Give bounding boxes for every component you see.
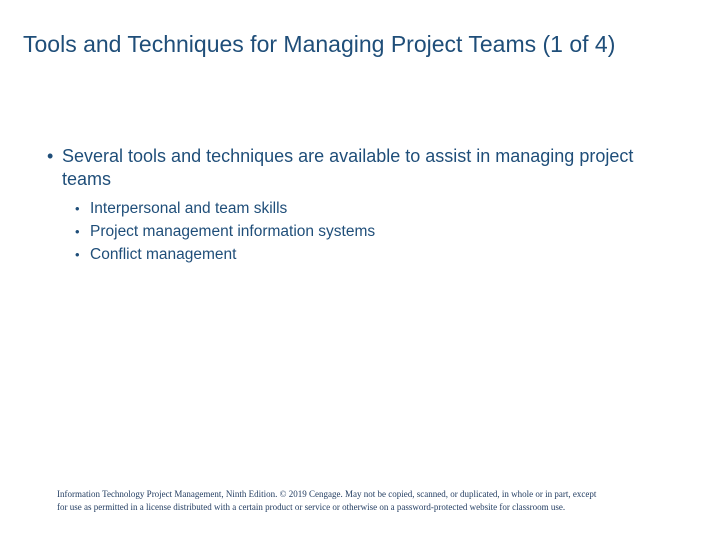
slide-title: Tools and Techniques for Managing Project Teams (1 of 4) <box>23 31 616 57</box>
sub-bullet-text: Project management information systems <box>90 223 376 240</box>
sub-bullet-text: Interpersonal and team skills <box>90 200 288 217</box>
footer-line: Information Technology Project Management, Ninth Edition. © 2019 Cengage. May not be copied, scanned, or duplicated, in whole or in part, except <box>57 489 597 499</box>
bullet-icon: • <box>75 224 80 239</box>
footer-line: for use as permitted in a license distributed with a certain product or service or otherwise on a password-protected website for classroom use. <box>57 502 566 512</box>
slide-content <box>47 145 677 266</box>
sub-bullet-list <box>47 197 677 266</box>
bullet-icon: • <box>47 146 54 166</box>
main-bullet-text: Several tools and techniques are available to assist in managing project teams <box>62 146 634 189</box>
sub-bullet-item <box>75 220 677 243</box>
sub-bullet-text: Conflict management <box>90 246 237 263</box>
main-bullet <box>47 145 677 191</box>
bullet-icon: • <box>75 247 80 262</box>
sub-bullet-item <box>75 243 677 266</box>
copyright-footer <box>57 488 677 514</box>
bullet-icon: • <box>75 201 80 216</box>
sub-bullet-item <box>75 197 677 220</box>
